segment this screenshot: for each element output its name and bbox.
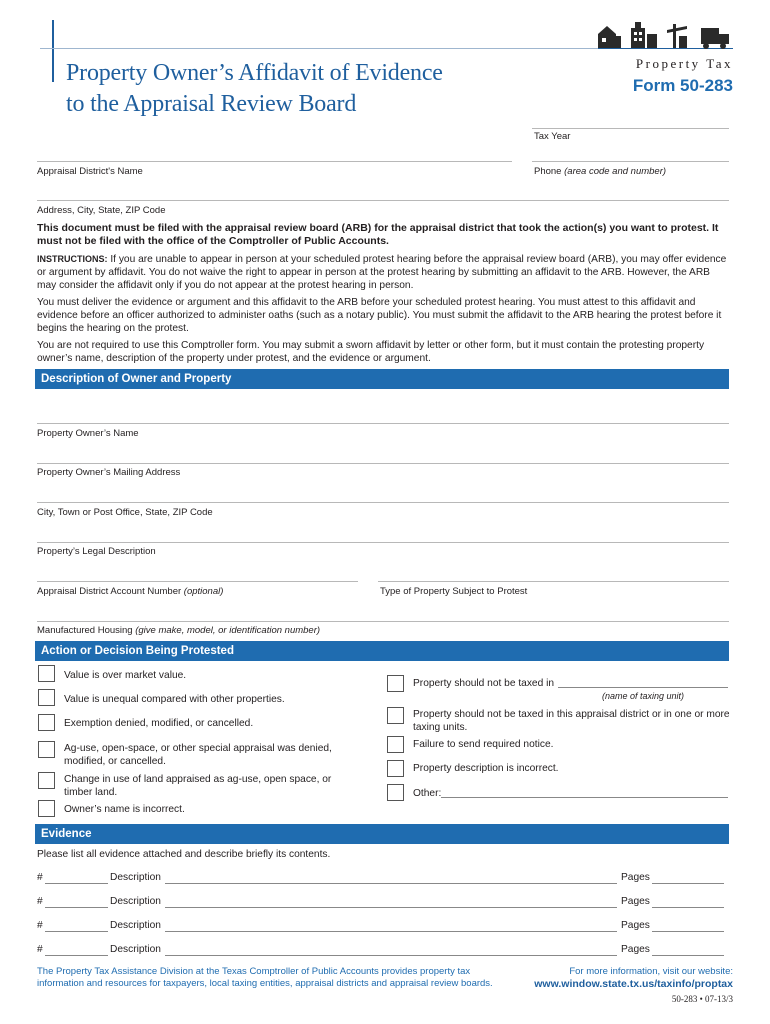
evidence-instruction: Please list all evidence attached and describe briefly its contents. xyxy=(37,849,331,860)
option-over-market-value: Value is over market value. xyxy=(64,670,187,681)
evidence-number-label: # xyxy=(37,944,43,955)
owner-name-line[interactable] xyxy=(37,423,729,424)
district-name-label: Appraisal District's Name xyxy=(37,166,143,177)
tax-year-line[interactable] xyxy=(532,128,729,129)
evidence-number-line[interactable] xyxy=(45,883,108,884)
legal-description-label: Property’s Legal Description xyxy=(37,546,156,557)
option-other: Other: xyxy=(413,788,442,799)
option-change-in-use: Change in use of land appraised as ag-use, open space, or timber land. xyxy=(64,774,332,798)
evidence-pages-line[interactable] xyxy=(652,955,724,956)
option-owner-name-incorrect: Owner’s name is incorrect. xyxy=(64,804,185,815)
city-label: City, Town or Post Office, State, ZIP Code xyxy=(37,507,213,518)
evidence-number-label: # xyxy=(37,896,43,907)
district-name-line[interactable] xyxy=(37,161,512,162)
evidence-pages-label: Pages xyxy=(621,872,650,883)
checkbox-description-incorrect[interactable] xyxy=(387,760,404,777)
evidence-description-label: Description xyxy=(110,896,161,907)
checkbox-unequal-value[interactable] xyxy=(38,689,55,706)
evidence-number-line[interactable] xyxy=(45,931,108,932)
account-number-line[interactable] xyxy=(37,581,358,582)
instructions-paragraph-2: You must deliver the evidence or argument and this affidavit to the ARB before your scheduled protest hearing. You must attest to this affidavit and evidence before an officer authorized to administer oaths (such as a notary public). You must submit the affidavit to the ARB hearing the protest before it begins the hearing on the protest. xyxy=(37,297,722,335)
footer-more-info: For more information, visit our website: xyxy=(569,966,733,977)
form-title-line1: Property Owner’s Affidavit of Evidence xyxy=(66,60,443,86)
evidence-description-line[interactable] xyxy=(165,907,617,908)
checkbox-change-in-use[interactable] xyxy=(38,772,55,789)
header-rule xyxy=(40,48,600,49)
other-line[interactable] xyxy=(441,797,728,798)
property-type-line[interactable] xyxy=(378,581,729,582)
city-line[interactable] xyxy=(37,502,729,503)
footer-website-link[interactable]: www.window.state.tx.us/taxinfo/proptax xyxy=(534,978,733,990)
address-line[interactable] xyxy=(37,200,729,201)
footer-description-line1: The Property Tax Assistance Division at the Texas Comptroller of Public Accounts provides property tax xyxy=(37,966,471,977)
evidence-description-line[interactable] xyxy=(165,931,617,932)
filing-notice: This document must be filed with the appraisal review board (ARB) for the appraisal district that took the action(s) you want to protest. It must not be filed with the office of the Comptroller of Public Accounts. xyxy=(37,222,719,248)
instructions-paragraph-3: You are not required to use this Comptroller form. You may submit a sworn affidavit by letter or other form, but it must contain the protesting property owner’s name, description of the property under protest, and the evidence or argument. xyxy=(37,340,705,365)
property-type-label: Type of Property Subject to Protest xyxy=(380,586,528,597)
address-label: Address, City, State, ZIP Code xyxy=(37,205,166,216)
evidence-description-label: Description xyxy=(110,944,161,955)
phone-label: Phone (area code and number) xyxy=(534,166,667,177)
checkbox-special-appraisal[interactable] xyxy=(38,741,55,758)
tax-year-label: Tax Year xyxy=(534,131,571,142)
evidence-description-line[interactable] xyxy=(165,955,617,956)
evidence-number-label: # xyxy=(37,872,43,883)
property-types-icon xyxy=(595,18,735,50)
evidence-pages-label: Pages xyxy=(621,896,650,907)
header-accent-line xyxy=(52,20,54,82)
evidence-pages-label: Pages xyxy=(621,920,650,931)
taxing-unit-note: (name of taxing unit) xyxy=(601,691,685,701)
taxing-unit-line[interactable] xyxy=(558,687,728,688)
account-number-label: Appraisal District Account Number (optional) xyxy=(37,586,224,597)
evidence-description-line[interactable] xyxy=(165,883,617,884)
owner-name-label: Property Owner’s Name xyxy=(37,428,139,439)
checkbox-exemption-denied[interactable] xyxy=(38,714,55,731)
form-title-line2: to the Appraisal Review Board xyxy=(66,91,357,117)
option-unequal-value: Value is unequal compared with other properties. xyxy=(64,694,285,705)
form-revision-code: 50-283 • 07-13/3 xyxy=(671,994,733,1004)
section-action-header: Action or Decision Being Protested xyxy=(35,641,729,661)
option-not-taxed-district: Property should not be taxed in this appraisal district or in one or more taxing units. xyxy=(413,709,730,733)
evidence-number-label: # xyxy=(37,920,43,931)
manufactured-housing-label: Manufactured Housing (give make, model, or identification number) xyxy=(37,625,321,636)
category-label: Property Tax xyxy=(635,56,733,71)
option-description-incorrect: Property description is incorrect. xyxy=(413,763,559,774)
evidence-pages-line[interactable] xyxy=(652,883,724,884)
evidence-description-label: Description xyxy=(110,920,161,931)
evidence-pages-label: Pages xyxy=(621,944,650,955)
section-evidence-header: Evidence xyxy=(35,824,729,844)
evidence-number-line[interactable] xyxy=(45,955,108,956)
checkbox-failure-notice[interactable] xyxy=(387,736,404,753)
manufactured-housing-line[interactable] xyxy=(37,621,729,622)
checkbox-not-taxed-district[interactable] xyxy=(387,707,404,724)
instructions: INSTRUCTIONS: If you are unable to appear in person at your scheduled protest hearing before the appraisal review board (ARB), you may offer evidence or argument by affidavit. You do not waive the right to appear in person at the protest hearing by submitting an affidavit to the ARB. However, the ARB may consider the affidavit only if you do not appear at the protest hearing in person. xyxy=(37,254,727,292)
section-owner-property-header: Description of Owner and Property xyxy=(35,369,729,389)
mailing-address-line[interactable] xyxy=(37,463,729,464)
checkbox-over-market-value[interactable] xyxy=(38,665,55,682)
checkbox-other[interactable] xyxy=(387,784,404,801)
evidence-pages-line[interactable] xyxy=(652,931,724,932)
mailing-address-label: Property Owner’s Mailing Address xyxy=(37,467,181,478)
checkbox-owner-name-incorrect[interactable] xyxy=(38,800,55,817)
evidence-number-line[interactable] xyxy=(45,907,108,908)
option-not-taxed-in: Property should not be taxed in xyxy=(413,678,555,689)
option-exemption-denied: Exemption denied, modified, or cancelled. xyxy=(64,718,254,729)
legal-description-line[interactable] xyxy=(37,542,729,543)
form-number: Form 50-283 xyxy=(632,76,733,95)
phone-line[interactable] xyxy=(532,161,729,162)
option-special-appraisal: Ag-use, open-space, or other special appraisal was denied, modified, or cancelled. xyxy=(64,743,332,767)
footer-description-line2: information and resources for taxpayers, local taxing entities, appraisal districts and appraisal review boards. xyxy=(37,978,493,989)
evidence-pages-line[interactable] xyxy=(652,907,724,908)
checkbox-not-taxed-in[interactable] xyxy=(387,675,404,692)
evidence-description-label: Description xyxy=(110,872,161,883)
option-failure-notice: Failure to send required notice. xyxy=(413,739,554,750)
